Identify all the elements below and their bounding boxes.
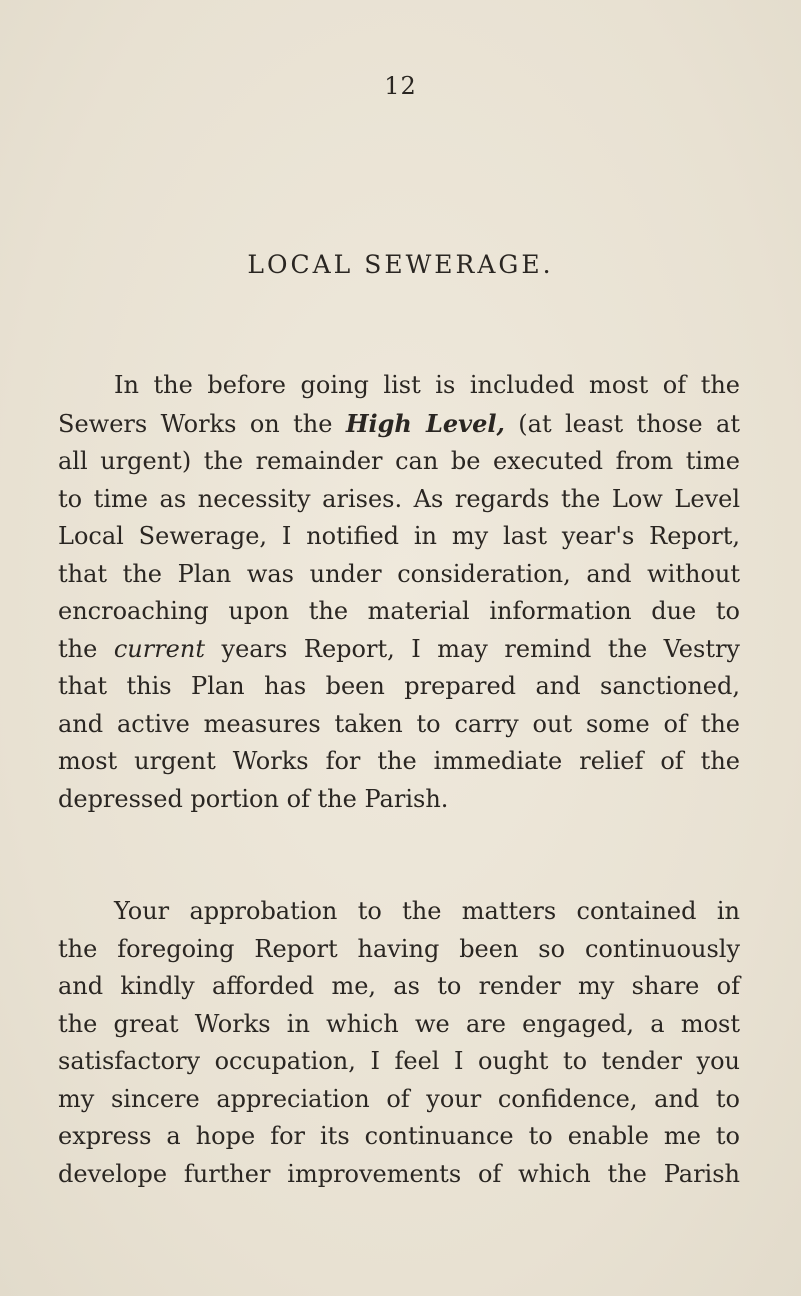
text-line [58, 631, 740, 669]
emphasized-term: High Level, [345, 408, 505, 438]
text-line: the great Works in which we are engaged, a most [58, 1009, 740, 1038]
text-line: to time as necessity arises. As regards the Low Level [58, 484, 740, 513]
text-segment: years Report, I may remind the Vestry [204, 634, 740, 663]
text-line: that the Plan was under consideration, and without [58, 559, 740, 588]
paragraph-local-sewerage [58, 367, 740, 818]
paragraph-acknowledgement [58, 893, 740, 1193]
text-line: all urgent) the remainder can be executed from time [58, 447, 740, 475]
text-line [58, 405, 740, 444]
text-line: encroaching upon the material information due to [58, 597, 740, 625]
text-segment: Sewers Works on the [58, 409, 346, 438]
text-line: and active measures taken to carry out some of the [58, 709, 740, 738]
text-line: Local Sewerage, I notified in my last year's Report, [58, 522, 740, 550]
text-line: express a hope for its continuance to enable me to [58, 1122, 740, 1150]
text-line: and kindly afforded me, as to render my share of [58, 972, 740, 1000]
section-heading: LOCAL SEWERAGE. [247, 250, 554, 279]
text-line: In the before going list is included most of the [114, 371, 740, 399]
text-segment: the [58, 634, 114, 663]
text-line: Your approbation to the matters contained in [114, 897, 740, 925]
page-number: 12 [384, 72, 417, 100]
text-line: the foregoing Report having been so continuously [58, 934, 740, 963]
text-line: my sincere appreciation of your confidence, and to [58, 1084, 740, 1113]
emphasized-term: current [113, 634, 205, 663]
text-line: develope further improvements of which the Parish [58, 1159, 740, 1188]
text-line: depressed portion of the Parish. [58, 784, 449, 813]
text-line: most urgent Works for the immediate relief of the [58, 747, 740, 775]
text-segment: (at least those at [504, 409, 740, 438]
text-line: that this Plan has been prepared and sanctioned, [58, 672, 740, 700]
text-line: satisfactory occupation, I feel I ought to tender you [58, 1047, 740, 1075]
